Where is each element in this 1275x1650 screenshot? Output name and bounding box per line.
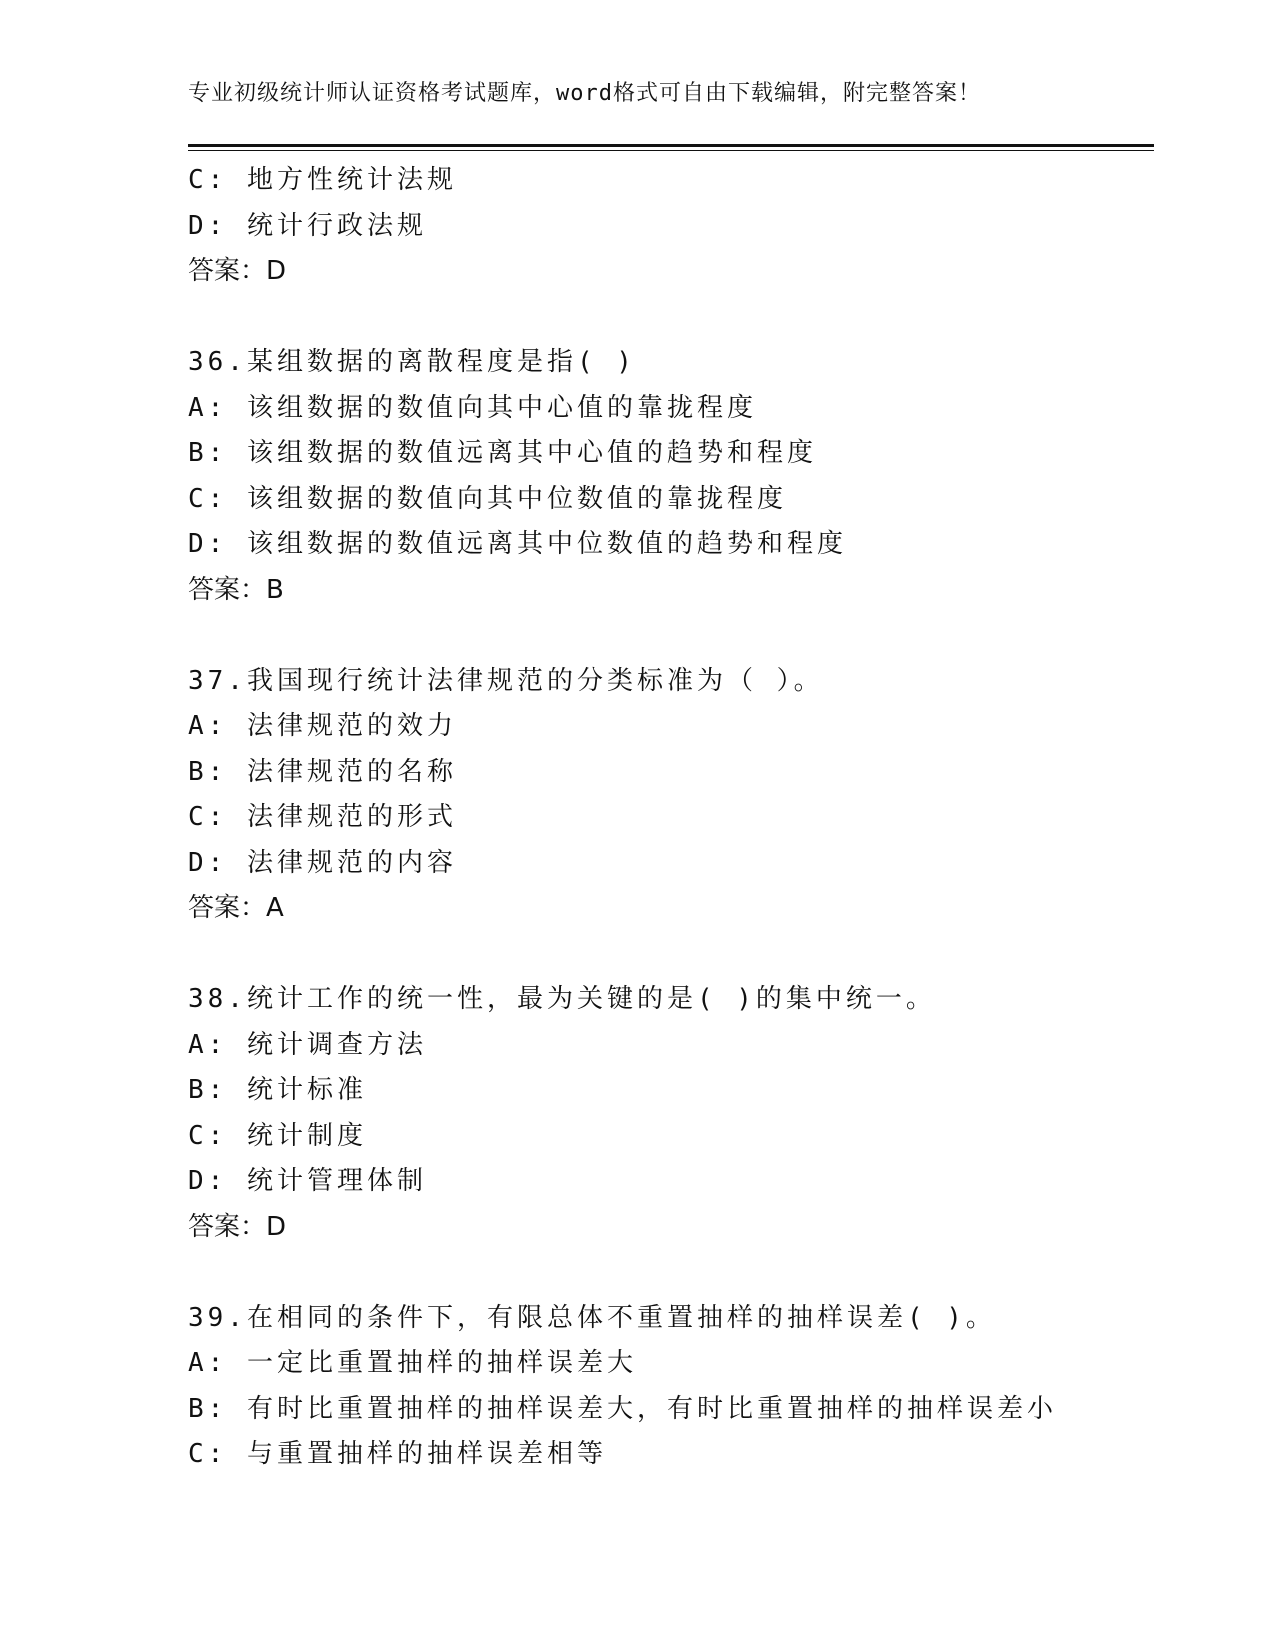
question-stem: 39.在相同的条件下，有限总体不重置抽样的抽样误差( )。: [188, 1302, 996, 1333]
answer: 答案：D: [188, 256, 287, 286]
question-stem: 37.我国现行统计法律规范的分类标准为（ ）。: [188, 665, 824, 696]
header-rule: [188, 144, 1154, 147]
option-d: D: 法律规范的内容: [188, 847, 457, 878]
question-stem: 36.某组数据的离散程度是指( ): [188, 347, 636, 377]
option-c: C: 法律规范的形式: [188, 802, 457, 832]
option-d: D: 统计管理体制: [188, 1166, 427, 1196]
answer: 答案：D: [188, 1211, 287, 1242]
option-b: B: 该组数据的数值远离其中心值的趋势和程度: [188, 438, 817, 468]
option-a: A: 一定比重置抽样的抽样误差大: [188, 1348, 637, 1378]
option-a: A: 法律规范的效力: [188, 711, 457, 741]
answer: 答案：B: [188, 574, 284, 605]
question-stem: 38.统计工作的统一性，最为关键的是( )的集中统一。: [188, 984, 936, 1014]
answer: 答案：A: [188, 893, 284, 923]
option-c: C: 统计制度: [188, 1120, 367, 1151]
option-c: C: 与重置抽样的抽样误差相等: [188, 1439, 607, 1469]
option-c: C: 地方性统计法规: [188, 165, 457, 195]
question-list: [188, 158, 1168, 1478]
option-d: D: 统计行政法规: [188, 210, 427, 241]
header-rule-thin: [188, 150, 1154, 151]
option-b: B: 法律规范的名称: [188, 756, 457, 787]
option-a: A: 统计调查方法: [188, 1029, 427, 1060]
option-a: A: 该组数据的数值向其中心值的靠拢程度: [188, 392, 757, 423]
option-c: C: 该组数据的数值向其中位数值的靠拢程度: [188, 483, 787, 514]
option-d: D: 该组数据的数值远离其中位数值的趋势和程度: [188, 529, 847, 559]
page-header: 专业初级统计师认证资格考试题库，word格式可自由下载编辑，附完整答案！: [188, 81, 981, 106]
option-b: B: 统计标准: [188, 1075, 367, 1105]
option-b: B: 有时比重置抽样的抽样误差大，有时比重置抽样的抽样误差小: [188, 1393, 1057, 1424]
